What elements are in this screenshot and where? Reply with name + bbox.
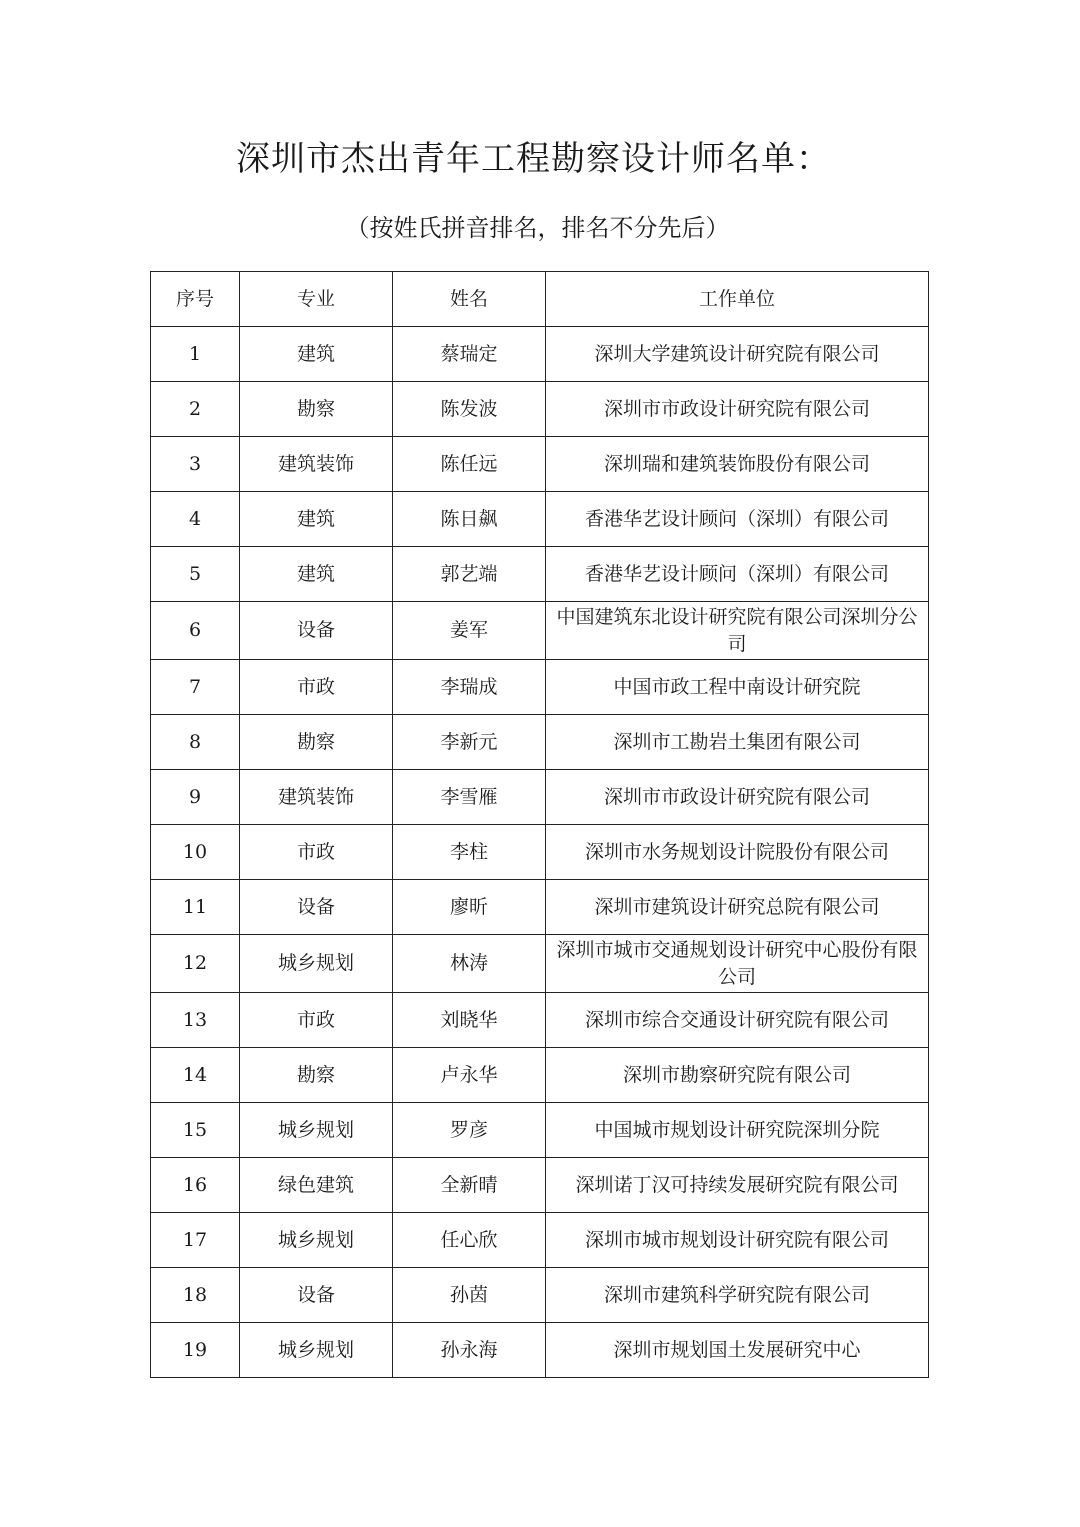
cell-workplace: 深圳市市政设计研究院有限公司 <box>546 770 929 825</box>
cell-name: 陈日飙 <box>393 492 546 547</box>
cell-name: 孙茵 <box>393 1268 546 1323</box>
cell-workplace: 深圳市建筑科学研究院有限公司 <box>546 1268 929 1323</box>
cell-workplace: 深圳市规划国土发展研究中心 <box>546 1323 929 1378</box>
cell-name: 孙永海 <box>393 1323 546 1378</box>
cell-major: 勘察 <box>240 1048 393 1103</box>
cell-name: 李新元 <box>393 715 546 770</box>
cell-serial-number: 16 <box>151 1158 240 1213</box>
table-row <box>151 825 929 880</box>
cell-major: 建筑 <box>240 547 393 602</box>
cell-major: 城乡规划 <box>240 935 393 993</box>
cell-serial-number: 14 <box>151 1048 240 1103</box>
cell-major: 市政 <box>240 825 393 880</box>
cell-workplace: 深圳市工勘岩土集团有限公司 <box>546 715 929 770</box>
table-row <box>151 1048 929 1103</box>
cell-workplace: 深圳诺丁汉可持续发展研究院有限公司 <box>546 1158 929 1213</box>
cell-workplace: 中国建筑东北设计研究院有限公司深圳分公司 <box>546 602 929 660</box>
cell-major: 设备 <box>240 1268 393 1323</box>
cell-serial-number: 4 <box>151 492 240 547</box>
cell-serial-number: 10 <box>151 825 240 880</box>
cell-name: 林涛 <box>393 935 546 993</box>
header-name: 姓名 <box>393 272 546 327</box>
cell-serial-number: 5 <box>151 547 240 602</box>
cell-major: 勘察 <box>240 715 393 770</box>
cell-name: 李柱 <box>393 825 546 880</box>
cell-workplace: 中国城市规划设计研究院深圳分院 <box>546 1103 929 1158</box>
cell-workplace: 深圳市水务规划设计院股份有限公司 <box>546 825 929 880</box>
cell-serial-number: 15 <box>151 1103 240 1158</box>
cell-workplace: 深圳市综合交通设计研究院有限公司 <box>546 993 929 1048</box>
cell-name: 姜军 <box>393 602 546 660</box>
cell-name: 蔡瑞定 <box>393 327 546 382</box>
cell-name: 李瑞成 <box>393 660 546 715</box>
cell-workplace: 深圳瑞和建筑装饰股份有限公司 <box>546 437 929 492</box>
table-row <box>151 547 929 602</box>
page-subtitle: （按姓氏拼音排名，排名不分先后） <box>345 214 730 242</box>
cell-name: 刘晓华 <box>393 993 546 1048</box>
table-row <box>151 660 929 715</box>
cell-name: 李雪雁 <box>393 770 546 825</box>
table-row <box>151 1213 929 1268</box>
cell-workplace: 深圳市城市交通规划设计研究中心股份有限公司 <box>546 935 929 993</box>
cell-serial-number: 17 <box>151 1213 240 1268</box>
table-row <box>151 602 929 660</box>
cell-name: 卢永华 <box>393 1048 546 1103</box>
page-title: 深圳市杰出青年工程勘察设计师名单： <box>236 139 831 179</box>
cell-workplace: 深圳市勘察研究院有限公司 <box>546 1048 929 1103</box>
table-row <box>151 770 929 825</box>
header-serial-number: 序号 <box>151 272 240 327</box>
cell-serial-number: 19 <box>151 1323 240 1378</box>
cell-major: 建筑装饰 <box>240 770 393 825</box>
cell-name: 郭艺端 <box>393 547 546 602</box>
cell-workplace: 深圳市市政设计研究院有限公司 <box>546 382 929 437</box>
cell-workplace: 香港华艺设计顾问（深圳）有限公司 <box>546 547 929 602</box>
cell-workplace: 深圳大学建筑设计研究院有限公司 <box>546 327 929 382</box>
cell-serial-number: 1 <box>151 327 240 382</box>
cell-major: 设备 <box>240 880 393 935</box>
header-workplace: 工作单位 <box>546 272 929 327</box>
cell-workplace: 深圳市建筑设计研究总院有限公司 <box>546 880 929 935</box>
table-row <box>151 437 929 492</box>
table-row <box>151 880 929 935</box>
table-row <box>151 993 929 1048</box>
cell-serial-number: 13 <box>151 993 240 1048</box>
table-row <box>151 935 929 993</box>
table-row <box>151 327 929 382</box>
table-row <box>151 382 929 437</box>
cell-major: 设备 <box>240 602 393 660</box>
cell-serial-number: 11 <box>151 880 240 935</box>
designer-list-table <box>150 271 929 1378</box>
table-body <box>151 327 929 1378</box>
table-row <box>151 492 929 547</box>
cell-name: 全新晴 <box>393 1158 546 1213</box>
cell-serial-number: 8 <box>151 715 240 770</box>
table-row <box>151 1323 929 1378</box>
table-row <box>151 1103 929 1158</box>
table-row <box>151 1158 929 1213</box>
cell-major: 城乡规划 <box>240 1213 393 1268</box>
cell-major: 绿色建筑 <box>240 1158 393 1213</box>
cell-name: 任心欣 <box>393 1213 546 1268</box>
cell-major: 建筑 <box>240 327 393 382</box>
cell-serial-number: 18 <box>151 1268 240 1323</box>
cell-major: 市政 <box>240 660 393 715</box>
cell-serial-number: 9 <box>151 770 240 825</box>
table-row <box>151 715 929 770</box>
cell-serial-number: 12 <box>151 935 240 993</box>
cell-major: 建筑装饰 <box>240 437 393 492</box>
header-major: 专业 <box>240 272 393 327</box>
cell-serial-number: 2 <box>151 382 240 437</box>
cell-name: 罗彦 <box>393 1103 546 1158</box>
cell-name: 陈发波 <box>393 382 546 437</box>
cell-major: 建筑 <box>240 492 393 547</box>
cell-workplace: 香港华艺设计顾问（深圳）有限公司 <box>546 492 929 547</box>
table-header-row <box>151 272 929 327</box>
cell-major: 市政 <box>240 993 393 1048</box>
cell-serial-number: 7 <box>151 660 240 715</box>
cell-serial-number: 3 <box>151 437 240 492</box>
cell-major: 城乡规划 <box>240 1103 393 1158</box>
cell-workplace: 深圳市城市规划设计研究院有限公司 <box>546 1213 929 1268</box>
table-row <box>151 1268 929 1323</box>
cell-major: 勘察 <box>240 382 393 437</box>
cell-workplace: 中国市政工程中南设计研究院 <box>546 660 929 715</box>
cell-serial-number: 6 <box>151 602 240 660</box>
cell-name: 廖昕 <box>393 880 546 935</box>
cell-name: 陈任远 <box>393 437 546 492</box>
cell-major: 城乡规划 <box>240 1323 393 1378</box>
